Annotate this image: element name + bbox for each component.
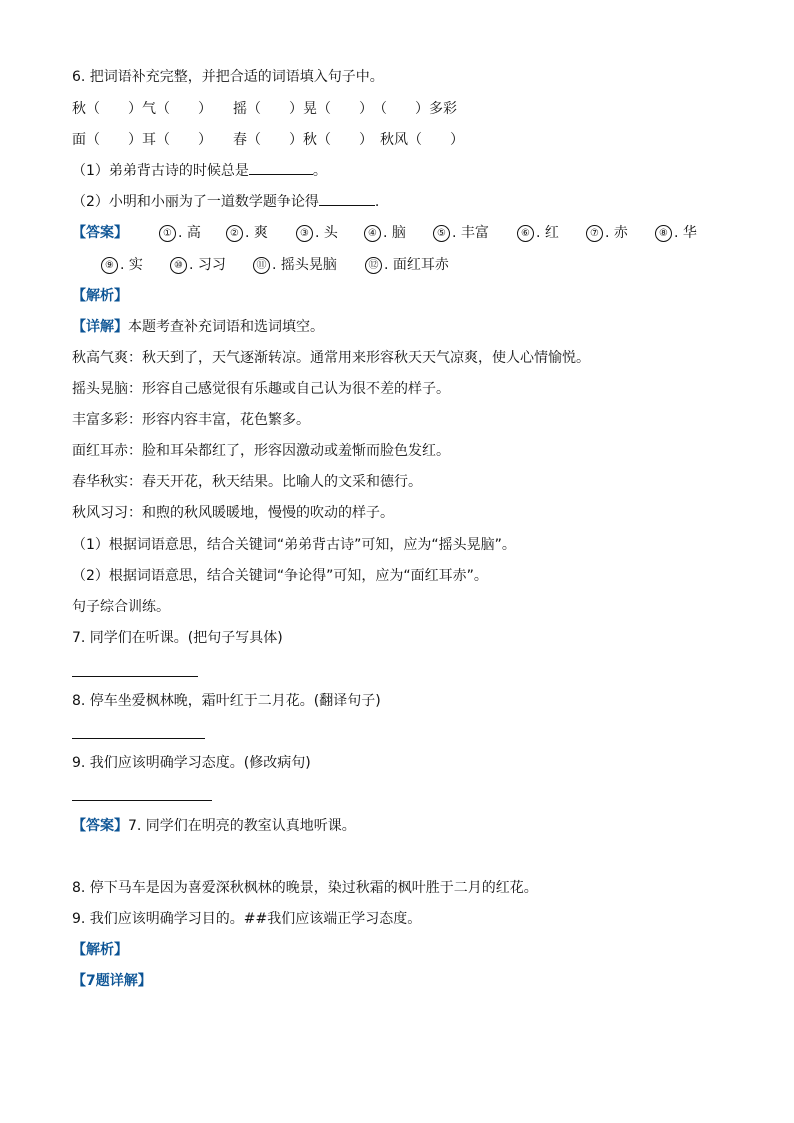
- answer-tag: 【答案】: [72, 225, 128, 241]
- answer-9-line: 9. 我们应该明确学习目的。##我们应该端正学习态度。: [72, 911, 422, 927]
- detail-7-tag: 【7题详解】: [72, 973, 152, 989]
- analysis-tag-2: 【解析】: [72, 942, 128, 958]
- q6-sentence-1-text: （1）弟弟背古诗的时候总是: [72, 163, 249, 179]
- answer-7-line: [72, 817, 356, 835]
- q6-sentence-2-blank: [319, 193, 375, 206]
- answer-text: . 实: [120, 257, 143, 273]
- q6-answer-item: [159, 224, 201, 242]
- q6-answer-item: [296, 224, 338, 242]
- q9-answer-line: [72, 800, 212, 801]
- q9-stem: 9. 我们应该明确学习态度。(修改病句): [72, 755, 311, 771]
- q8-answer-line: [72, 738, 205, 739]
- answer-text: . 红: [536, 225, 559, 241]
- q6-answer-item: [517, 224, 559, 242]
- q7-stem: 7. 同学们在听课。(把句子写具体): [72, 630, 283, 646]
- explanation-line: （2）根据词语意思，结合关键词“争论得”可知，应为“面红耳赤”。: [72, 568, 488, 584]
- q7-answer-line: [72, 676, 198, 677]
- answer-tag-2: 【答案】: [72, 818, 128, 834]
- answer-number-badge: ⑧: [655, 225, 672, 242]
- answer-number-badge: ④: [364, 225, 381, 242]
- answer-number-badge: ③: [296, 225, 313, 242]
- explanation-line: （1）根据词语意思，结合关键词“弟弟背古诗”可知，应为“摇头晃脑”。: [72, 537, 516, 553]
- answer-text: . 赤: [605, 225, 628, 241]
- answer-number-badge: ⑦: [586, 225, 603, 242]
- detail-text: 本题考查补充词语和选词填空。: [128, 319, 324, 335]
- analysis-tag: 【解析】: [72, 288, 128, 304]
- answer-number-badge: ⑩: [170, 257, 187, 274]
- explanation-line: 秋风习习：和煦的秋风暖暖地，慢慢的吹动的样子。: [72, 505, 394, 521]
- detail-line: [72, 318, 324, 336]
- answer-text: . 摇头晃脑: [272, 257, 337, 273]
- q6-answer-item: [365, 256, 449, 274]
- answer-8-line: 8. 停下马车是因为喜爱深秋枫林的晚景，染过秋霜的枫叶胜于二月的红花。: [72, 880, 538, 896]
- q6-sentence-2-text: （2）小明和小丽为了一道数学题争论得: [72, 194, 319, 210]
- answer-7-text: 7. 同学们在明亮的教室认真地听课。: [128, 818, 356, 834]
- q6-sentence-1-end: 。: [312, 163, 327, 179]
- q6-answer-item: [253, 256, 337, 274]
- explanation-line: 秋高气爽：秋天到了，天气逐渐转凉。通常用来形容秋天天气凉爽，使人心情愉悦。: [72, 350, 590, 366]
- answer-text: . 面红耳赤: [384, 257, 449, 273]
- q6-answer-item: [101, 256, 143, 274]
- answer-text: . 丰富: [452, 225, 489, 241]
- q6-answer-item: [433, 224, 489, 242]
- answer-number-badge: ⑪: [253, 257, 270, 274]
- answer-number-badge: ⑥: [517, 225, 534, 242]
- q6-sentence-1-blank: [249, 162, 313, 175]
- detail-tag: 【详解】: [72, 319, 128, 335]
- q6-answer-item: [364, 224, 406, 242]
- explanation-line: 丰富多彩：形容内容丰富，花色繁多。: [72, 412, 310, 428]
- explanation-line: 春华秋实：春天开花，秋天结果。比喻人的文采和德行。: [72, 474, 422, 490]
- q6-answer-item: [226, 224, 268, 242]
- q6-answer-item: [170, 256, 226, 274]
- q6-stem: 6. 把词语补充完整，并把合适的词语填入句子中。: [72, 69, 384, 85]
- q6-sentence-1: [72, 162, 327, 180]
- answer-number-badge: ⑤: [433, 225, 450, 242]
- q6-word-row-2: 面（ ）耳（ ） 春（ ）秋（ ） 秋风（ ）: [72, 132, 464, 148]
- answer-number-badge: ⑨: [101, 257, 118, 274]
- q6-sentence-2: [72, 193, 379, 211]
- answer-text: . 高: [178, 225, 201, 241]
- answer-text: . 脑: [383, 225, 406, 241]
- q6-word-row-1: 秋（ ）气（ ） 摇（ ）晃（ ） （ ）多彩: [72, 101, 457, 117]
- explanation-line: 摇头晃脑：形容自己感觉很有乐趣或自己认为很不差的样子。: [72, 381, 450, 397]
- answer-text: . 习习: [189, 257, 226, 273]
- answer-text: . 头: [315, 225, 338, 241]
- q8-stem: 8. 停车坐爱枫林晚，霜叶红于二月花。(翻译句子): [72, 693, 381, 709]
- answer-text: . 华: [674, 225, 697, 241]
- answer-text: . 爽: [245, 225, 268, 241]
- explanation-line: 面红耳赤：脸和耳朵都红了，形容因激动或羞惭而脸色发红。: [72, 443, 450, 459]
- q6-answer-item: [586, 224, 628, 242]
- q6-answer-item: [655, 224, 697, 242]
- q6-sentence-2-end: .: [374, 194, 380, 210]
- answer-number-badge: ②: [226, 225, 243, 242]
- answer-number-badge: ①: [159, 225, 176, 242]
- answer-number-badge: ⑫: [365, 257, 382, 274]
- explanation-line: 句子综合训练。: [72, 599, 170, 615]
